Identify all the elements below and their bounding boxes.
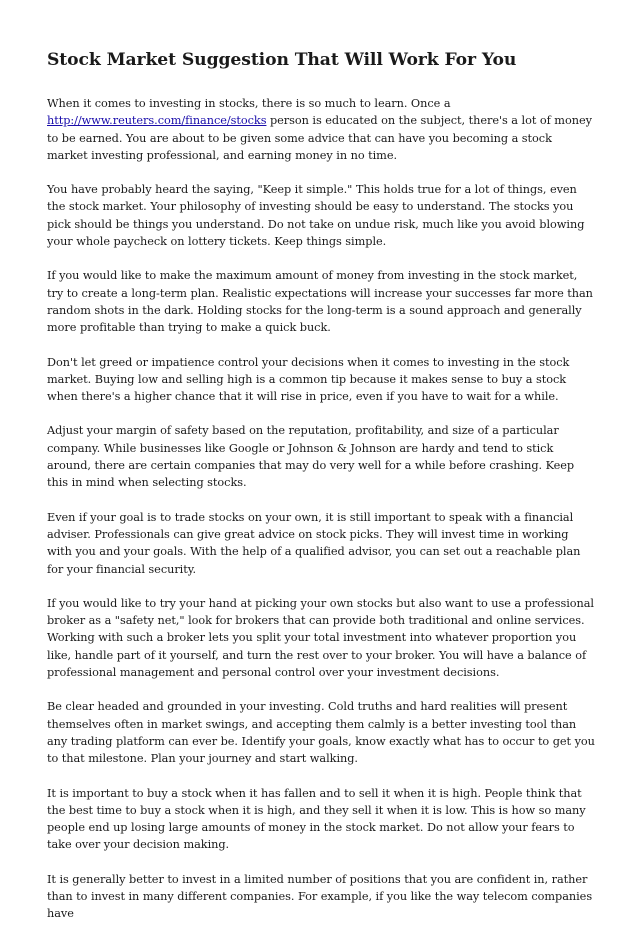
- paragraph-broker-safety-net: If you would like to try your hand at picking your own stocks but also want to use a professional broker as a "safety net," look for brokers that can provide both traditional and online services. Working with such a broker lets you split your total investment into whatever proportion you like, handle part of it yourself, and turn the rest over to your broker. You will have a balance of professional management and personal control over your investment decisions.: [47, 596, 594, 680]
- intro-text-before-link: When it comes to investing in stocks, there is so much to learn. Once a: [47, 97, 451, 110]
- paragraph-keep-it-simple: You have probably heard the saying, "Keep it simple." This holds true for a lot of things, even the stock market. Your philosophy of investing should be easy to understand. The stocks you pick should be things you understand. Do not take on undue risk, much like you avoid blowing your whole paycheck on lottery tickets. Keep things simple.: [47, 183, 585, 249]
- paragraph-greed-impatience: Don't let greed or impatience control your decisions when it comes to investing in the stock market. Buying low and selling high is a common tip because it makes sense to buy a stock when there's a higher chance that it will rise in price, even if you have to wait for a while.: [47, 355, 570, 404]
- document-title: Stock Market Suggestion That Will Work For You: [47, 50, 517, 70]
- intro-paragraph: [47, 95, 595, 164]
- intro-text-after-link: person is educated on the subject, there's a lot of money to be earned. You are about to be given some advice that can have you becoming a stock market investing professional, and earning money in no time.: [47, 114, 592, 162]
- paragraph-long-term-plan: If you would like to make the maximum amount of money from investing in the stock market, try to create a long-term plan. Realistic expectations will increase your successes far more than random shots in the dark. Holding stocks for the long-term is a sound approach and generally more profitable than trying to make a quick buck.: [47, 269, 593, 335]
- document-page: [47, 48, 595, 940]
- paragraph-financial-adviser: Even if your goal is to trade stocks on your own, it is still important to speak with a financial adviser. Professionals can give great advice on stock picks. They will invest time in working with you and your goals. With the help of a qualified advisor, you can set out a reachable plan for your financial security.: [47, 510, 581, 576]
- paragraph-clear-headed: Be clear headed and grounded in your investing. Cold truths and hard realities will present themselves often in market swings, and accepting them calmly is a better investing tool than any trading platform can ever be. Identify your goals, know exactly what has to occur to get you to that milestone. Plan your journey and start walking.: [47, 700, 595, 766]
- paragraph-margin-of-safety: Adjust your margin of safety based on the reputation, profitability, and size of a particular company. While businesses like Google or Johnson & Johnson are hardy and tend to stick around, there are certain companies that may do very well for a while before crashing. Keep this in mind when selecting stocks.: [47, 424, 575, 490]
- reuters-stocks-link[interactable]: http://www.reuters.com/finance/stocks: [47, 114, 267, 128]
- paragraph-buy-low: It is important to buy a stock when it has fallen and to sell it when it is high. People think that the best time to buy a stock when it is high, and they sell it when it is low. This is how so many people end up losing large amounts of money in the stock market. Do not allow your fears to take over your decision making.: [47, 786, 586, 852]
- paragraph-limited-positions: It is generally better to invest in a limited number of positions that you are confident in, rather than to invest in many different companies. For example, if you like the way telecom companies have: [47, 872, 593, 921]
